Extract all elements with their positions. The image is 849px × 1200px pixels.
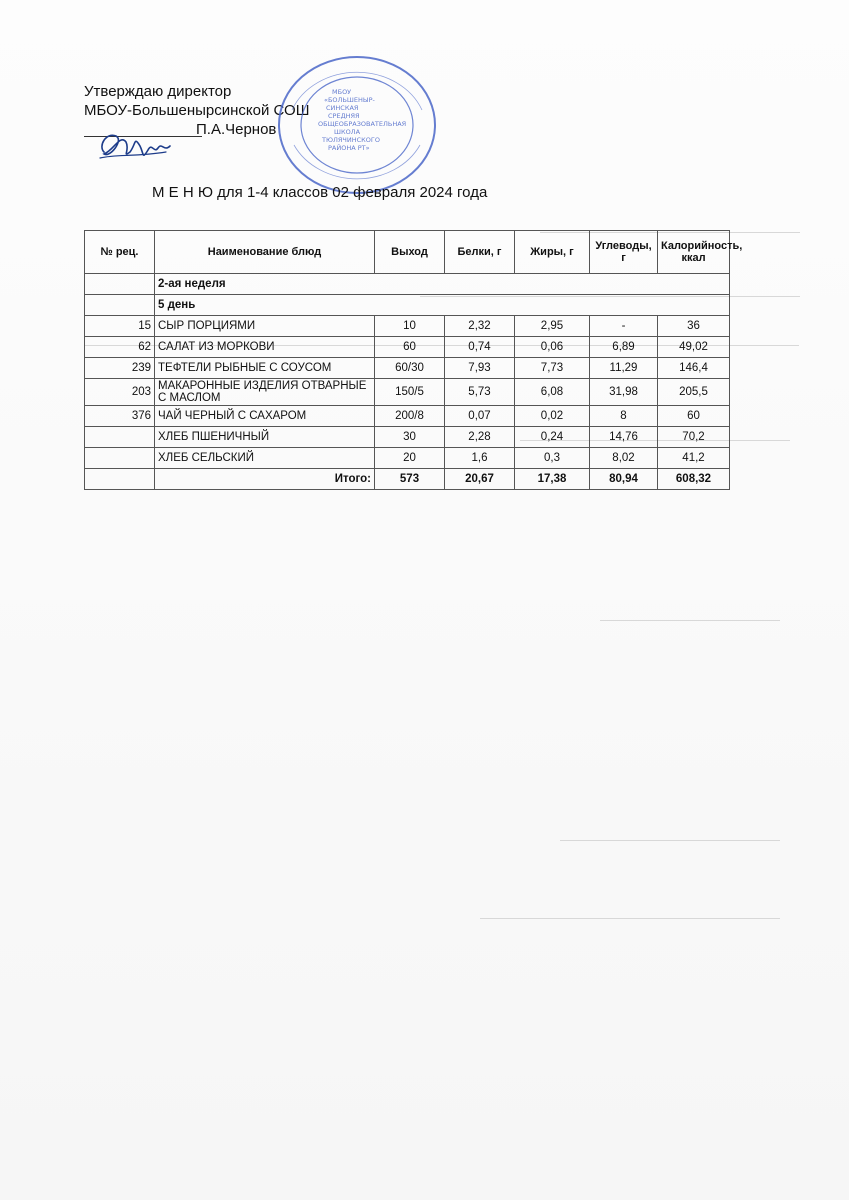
dish-name: ХЛЕБ ПШЕНИЧНЫЙ: [155, 427, 375, 448]
dish-calories: 70,2: [658, 427, 730, 448]
dish-carbs: 14,76: [590, 427, 658, 448]
total-output: 573: [375, 469, 445, 490]
svg-text:СРЕДНЯЯ: СРЕДНЯЯ: [328, 112, 360, 120]
dish-output: 10: [375, 316, 445, 337]
dish-carbs: -: [590, 316, 658, 337]
menu-table: [84, 230, 743, 490]
header-output: Выход: [375, 231, 445, 274]
dish-fats: 2,95: [515, 316, 590, 337]
recipe-number: 15: [85, 316, 155, 337]
dish-carbs: 8: [590, 406, 658, 427]
week-label: 2-ая неделя: [155, 274, 730, 295]
header-dish-name: Наименование блюд: [155, 231, 375, 274]
approval-school: МБОУ-Большенырсинской СОШ: [84, 102, 310, 119]
svg-text:СИНСКАЯ: СИНСКАЯ: [326, 104, 359, 112]
dish-fats: 7,73: [515, 358, 590, 379]
dish-proteins: 5,73: [445, 379, 515, 406]
document-title: М Е Н Ю для 1-4 классов 02 февраля 2024 года: [152, 184, 488, 201]
dish-name: ТЕФТЕЛИ РЫБНЫЕ С СОУСОМ: [155, 358, 375, 379]
total-calories: 608,32: [658, 469, 730, 490]
table-row: [85, 337, 730, 358]
table-row: [85, 379, 730, 406]
recipe-number: 62: [85, 337, 155, 358]
total-label: Итого:: [155, 469, 375, 490]
dish-calories: 41,2: [658, 448, 730, 469]
header-carbs: Углеводы, г: [590, 231, 658, 274]
dish-fats: 0,02: [515, 406, 590, 427]
dish-calories: 205,5: [658, 379, 730, 406]
dish-output: 20: [375, 448, 445, 469]
dish-proteins: 1,6: [445, 448, 515, 469]
header-recipe-number: № рец.: [85, 231, 155, 274]
dish-proteins: 7,93: [445, 358, 515, 379]
dish-proteins: 0,74: [445, 337, 515, 358]
dish-name: МАКАРОННЫЕ ИЗДЕЛИЯ ОТВАРНЫЕ С МАСЛОМ: [155, 379, 375, 406]
total-fats: 17,38: [515, 469, 590, 490]
dish-carbs: 11,29: [590, 358, 658, 379]
day-label: 5 день: [155, 295, 730, 316]
approval-signer: П.А.Чернов: [196, 121, 277, 138]
header-calories: Калорийность, ккал: [658, 231, 730, 274]
header-fats: Жиры, г: [515, 231, 590, 274]
table-row: [85, 316, 730, 337]
dish-calories: 49,02: [658, 337, 730, 358]
dish-proteins: 2,28: [445, 427, 515, 448]
day-row: [85, 295, 730, 316]
svg-text:ОБЩЕОБРАЗОВАТЕЛЬНАЯ: ОБЩЕОБРАЗОВАТЕЛЬНАЯ: [318, 120, 407, 128]
dish-carbs: 6,89: [590, 337, 658, 358]
svg-text:ШКОЛА: ШКОЛА: [334, 128, 361, 136]
dish-fats: 0,06: [515, 337, 590, 358]
header-proteins: Белки, г: [445, 231, 515, 274]
dish-name: ЧАЙ ЧЕРНЫЙ С САХАРОМ: [155, 406, 375, 427]
table-row: [85, 406, 730, 427]
dish-calories: 60: [658, 406, 730, 427]
dish-output: 200/8: [375, 406, 445, 427]
recipe-number: 239: [85, 358, 155, 379]
dish-output: 150/5: [375, 379, 445, 406]
svg-text:МБОУ: МБОУ: [332, 88, 352, 96]
dish-proteins: 0,07: [445, 406, 515, 427]
dish-output: 30: [375, 427, 445, 448]
svg-text:ТЮЛЯЧИНСКОГО: ТЮЛЯЧИНСКОГО: [322, 136, 380, 144]
svg-text:«БОЛЬШЕНЫР-: «БОЛЬШЕНЫР-: [324, 96, 375, 104]
dish-proteins: 2,32: [445, 316, 515, 337]
school-stamp-seal: [272, 50, 442, 200]
table-row: [85, 427, 730, 448]
dish-name: ХЛЕБ СЕЛЬСКИЙ: [155, 448, 375, 469]
table-row: [85, 448, 730, 469]
dish-carbs: 8,02: [590, 448, 658, 469]
dish-calories: 146,4: [658, 358, 730, 379]
dish-name: СЫР ПОРЦИЯМИ: [155, 316, 375, 337]
svg-text:РАЙОНА РТ»: РАЙОНА РТ»: [328, 144, 370, 152]
table-row: [85, 358, 730, 379]
dish-name: САЛАТ ИЗ МОРКОВИ: [155, 337, 375, 358]
handwritten-signature: [96, 124, 176, 170]
week-row: [85, 274, 730, 295]
recipe-number: 203: [85, 379, 155, 406]
recipe-number: [85, 427, 155, 448]
dish-fats: 0,3: [515, 448, 590, 469]
dish-fats: 6,08: [515, 379, 590, 406]
dish-output: 60/30: [375, 358, 445, 379]
dish-calories: 36: [658, 316, 730, 337]
dish-fats: 0,24: [515, 427, 590, 448]
table-header-row: [85, 231, 730, 274]
approval-title: Утверждаю директор: [84, 83, 232, 100]
recipe-number: 376: [85, 406, 155, 427]
dish-carbs: 31,98: [590, 379, 658, 406]
total-row: [85, 469, 730, 490]
total-proteins: 20,67: [445, 469, 515, 490]
dish-output: 60: [375, 337, 445, 358]
recipe-number: [85, 448, 155, 469]
total-carbs: 80,94: [590, 469, 658, 490]
